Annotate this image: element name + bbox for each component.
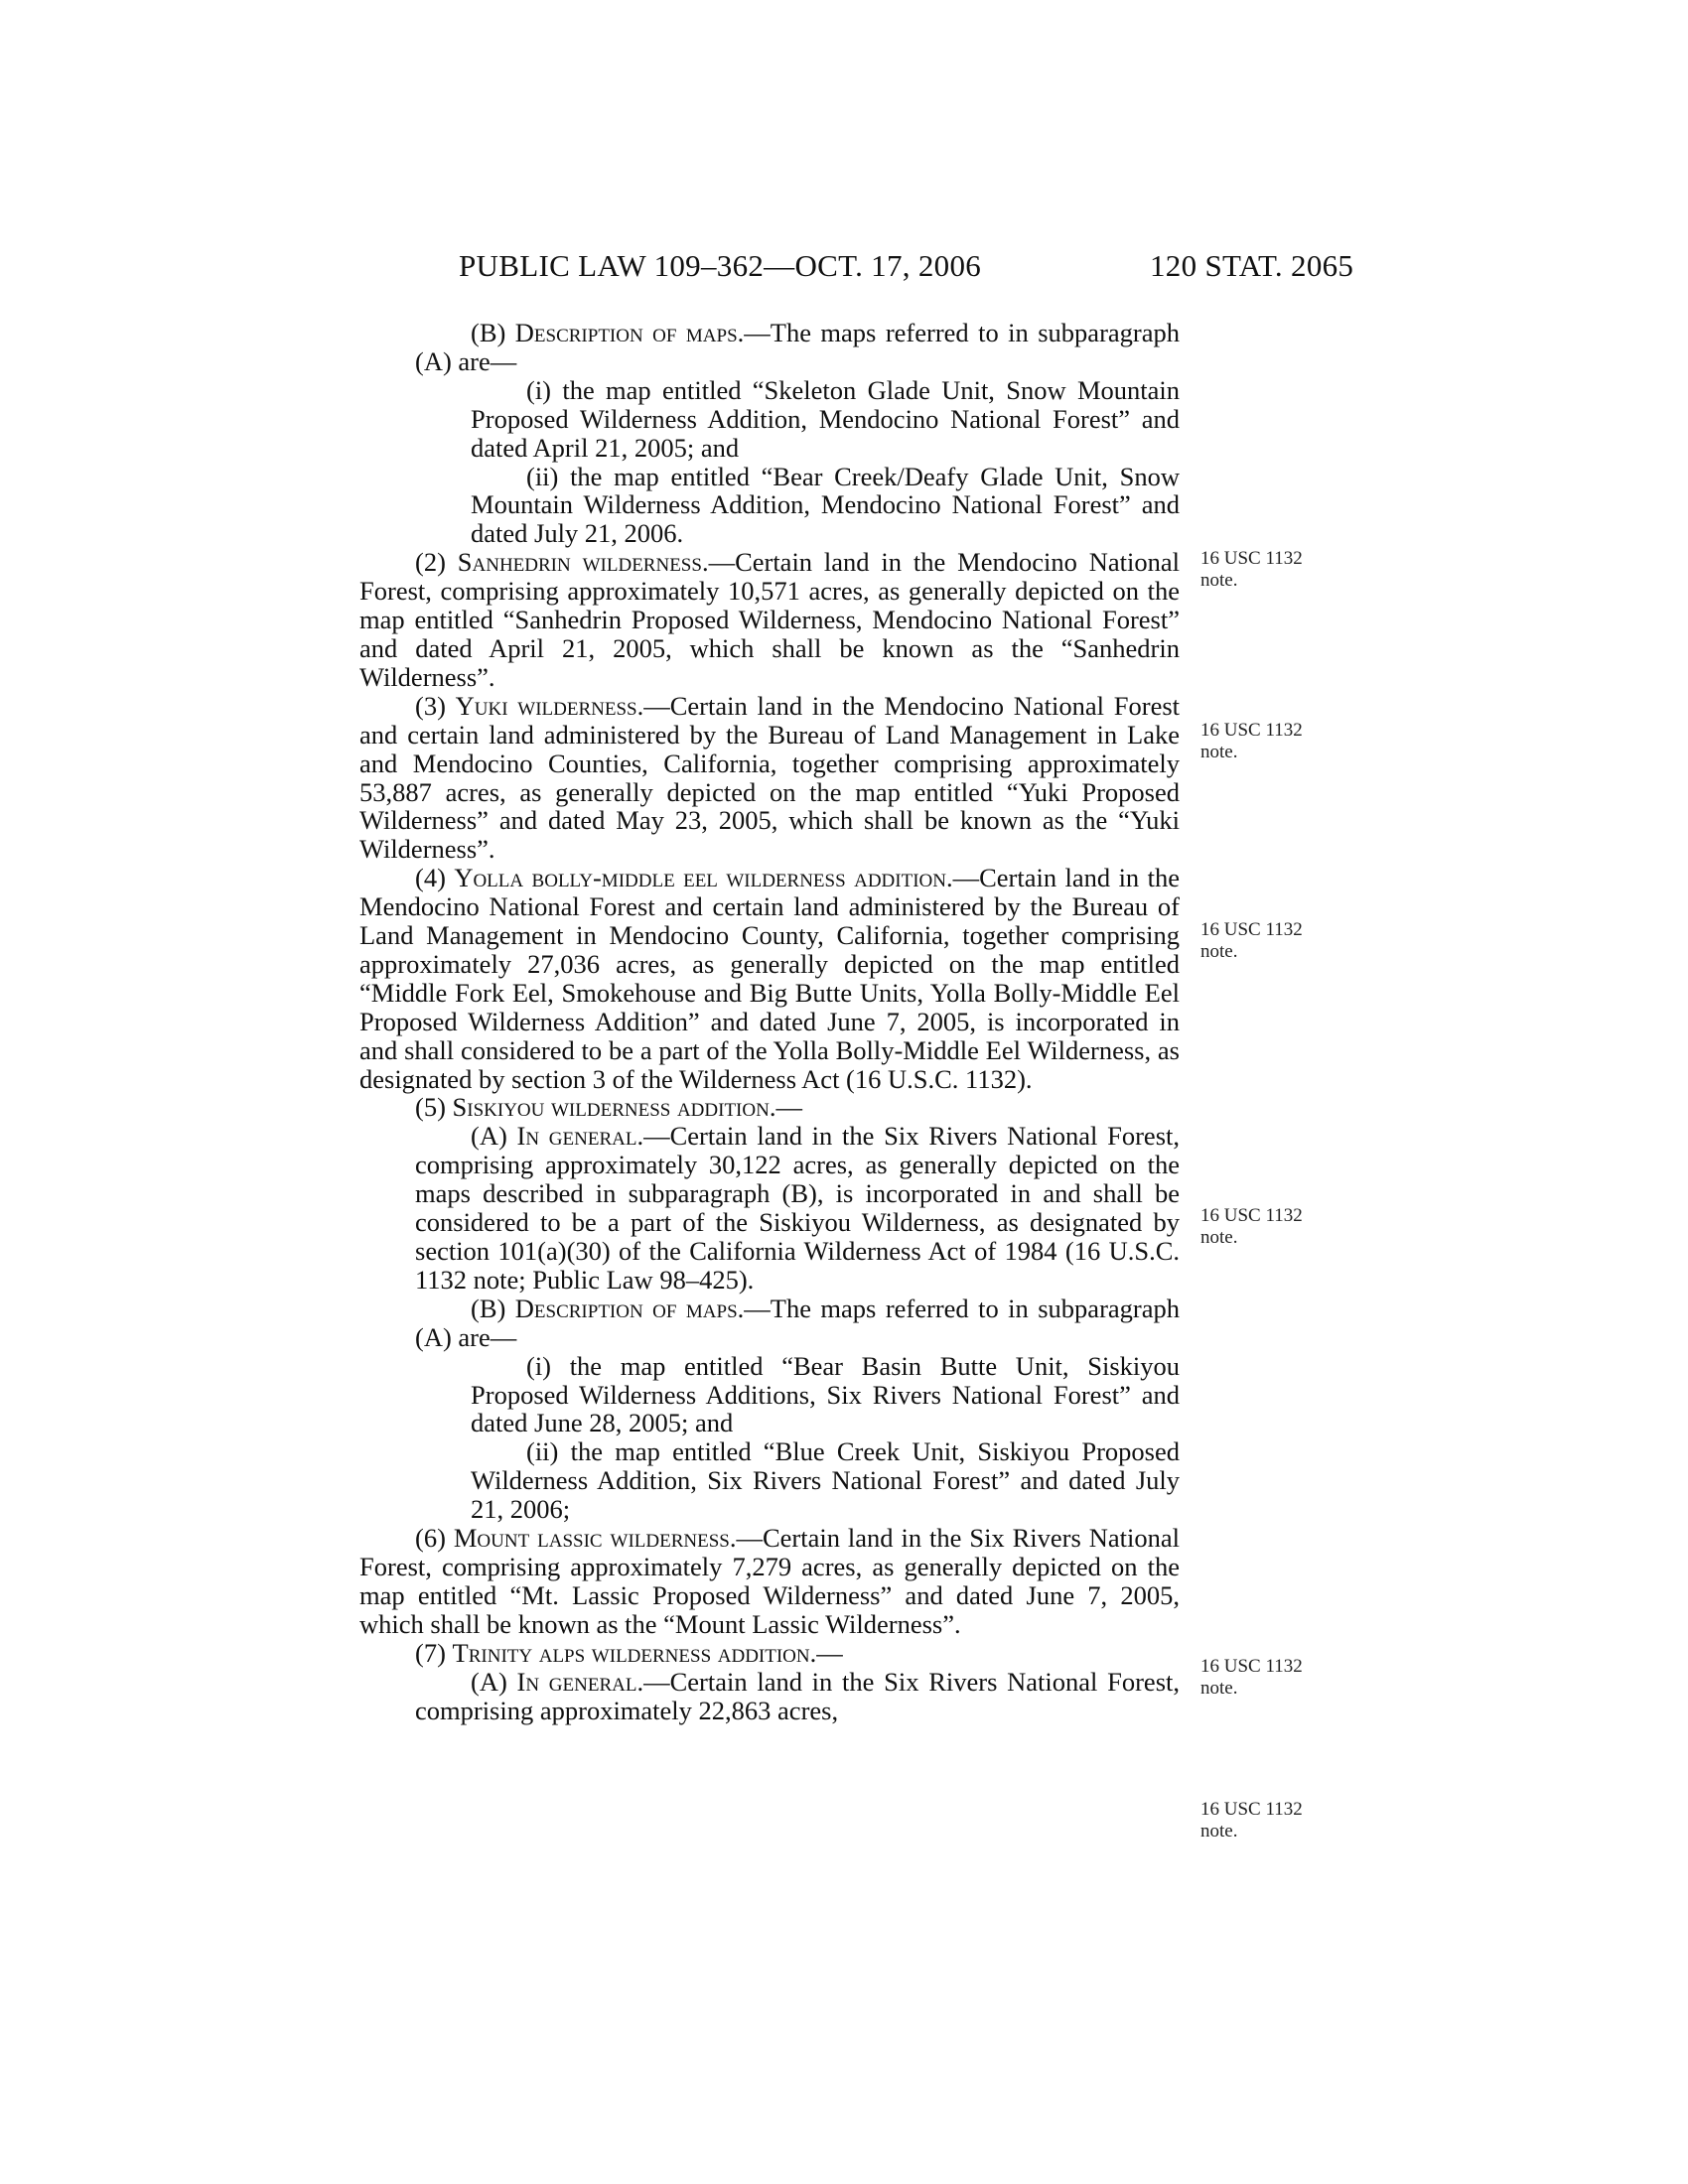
paragraph-trinity-alps-addition: (7) Trinity alps wilderness addition.— [415, 1637, 843, 1668]
section-heading: Description of maps [514, 318, 738, 347]
section-heading: Yuki wilderness [455, 690, 637, 721]
paragraph-yuki-wilderness: (3) Yuki wilderness.—Certain land in the Mendocino National Forest and certain land administered by the Bureau of Land Management in Lake and Mendocino Counties, California, together comprising approximately 53,887 acres, as generally depicted on the map entitled “Yuki Proposed Wilderness” and dated May 23, 2005, which shall be known as the “Yuki Wilderness”. [359, 690, 1181, 865]
statute-text [359, 319, 1180, 1724]
section-heading: In general [516, 1666, 637, 1697]
section-heading: Yolla bolly-middle eel wilderness addition [454, 863, 946, 893]
margin-note-siskiyou: 16 USC 1132 note. [1200, 1205, 1303, 1248]
margin-note-yuki: 16 USC 1132 note. [1200, 720, 1303, 762]
section-heading: Mount lassic wilderness [453, 1523, 730, 1554]
section-heading: In general [516, 1121, 637, 1152]
running-header-title: PUBLIC LAW 109–362—OCT. 17, 2006 [459, 248, 982, 283]
paragraph-siskiyou-addition: (5) Siskiyou wilderness addition.— [415, 1092, 802, 1123]
paragraph-siskiyou-description-of-maps: (B) Description of maps.—The maps referred to in subparagraph (A) are— [415, 1293, 1180, 1352]
margin-note-sanhedrin: 16 USC 1132 note. [1200, 548, 1303, 591]
paragraph-sanhedrin-wilderness: (2) Sanhedrin wilderness.—Certain land in the Mendocino National Forest, comprising approximately 10,571 acres, as generally depicted on the map entitled “Sanhedrin Proposed Wilderness, Mendocino National Forest” and dated April 21, 2005, which shall be known as the “Sanhedrin Wilderness”. [359, 547, 1180, 692]
paragraph-description-of-maps: (B) Description of maps.—The maps referred to in subparagraph (A) are— [415, 318, 1180, 376]
section-heading: Siskiyou wilderness addition [452, 1092, 770, 1123]
list-item-map-i: (i) the map entitled “Skeleton Glade Unit, Snow Mountain Proposed Wilderness Addition, Mendocino National Forest” and dated April 21, 2005; and [471, 374, 1180, 463]
running-header-page-number: 120 STAT. 2065 [1150, 248, 1354, 283]
list-item-map-ii: (ii) the map entitled “Bear Creek/Deafy Glade Unit, Snow Mountain Wilderness Addition, Mendocino National Forest” and dated July 21, 2006. [471, 461, 1180, 549]
paragraph-yolla-bolly-addition: (4) Yolla bolly-middle eel wilderness addition.—Certain land in the Mendocino National Forest and certain land administered by the Bureau of Land Management in Mendocino County, California, together comprising approximately 27,036 acres, as generally depicted on the map entitled “Middle Fork Eel, Smokehouse and Big Butte Units, Yolla Bolly-Middle Eel Proposed Wilderness Addition” and dated June 7, 2005, is incorporated in and shall considered to be a part of the Yolla Bolly-Middle Eel Wilderness, as designated by section 3 of the Wilderness Act (16 U.S.C. 1132). [359, 863, 1180, 1094]
list-item-map-i: (i) the map entitled “Bear Basin Butte Unit, Siskiyou Proposed Wilderness Additions, Six Rivers National Forest” and dated June 28, 2005; and [471, 1350, 1180, 1438]
section-heading: Trinity alps wilderness addition [452, 1637, 810, 1668]
paragraph-trinity-in-general: (A) In general.—Certain land in the Six Rivers National Forest, comprising approximately 22,863 acres, [415, 1666, 1180, 1725]
paragraph-siskiyou-in-general: (A) In general.—Certain land in the Six Rivers National Forest, comprising approximately 30,122 acres, as generally depicted on the maps described in subparagraph (B), is incorporated in and shall be considered to be a part of the Siskiyou Wilderness, as designated by section 101(a)(30) of the California Wilderness Act of 1984 (16 U.S.C. 1132 note; Public Law 98–425). [415, 1121, 1180, 1295]
section-heading: Sanhedrin wilderness [457, 547, 702, 578]
margin-note-mount-lassic: 16 USC 1132 note. [1200, 1656, 1303, 1699]
margin-note-trinity-alps: 16 USC 1132 note. [1200, 1799, 1303, 1842]
paragraph-mount-lassic-wilderness: (6) Mount lassic wilderness.—Certain land in the Six Rivers National Forest, comprising approximately 7,279 acres, as generally depicted on the map entitled “Mt. Lassic Proposed Wilderness” and dated June 7, 2005, which shall be known as the “Mount Lassic Wilderness”. [359, 1523, 1180, 1639]
list-item-map-ii: (ii) the map entitled “Blue Creek Unit, Siskiyou Proposed Wilderness Addition, Six Rivers National Forest” and dated July 21, 2006; [471, 1436, 1180, 1525]
margin-note-yolla-bolly: 16 USC 1132 note. [1200, 919, 1303, 962]
section-heading: Description of maps [514, 1293, 738, 1323]
